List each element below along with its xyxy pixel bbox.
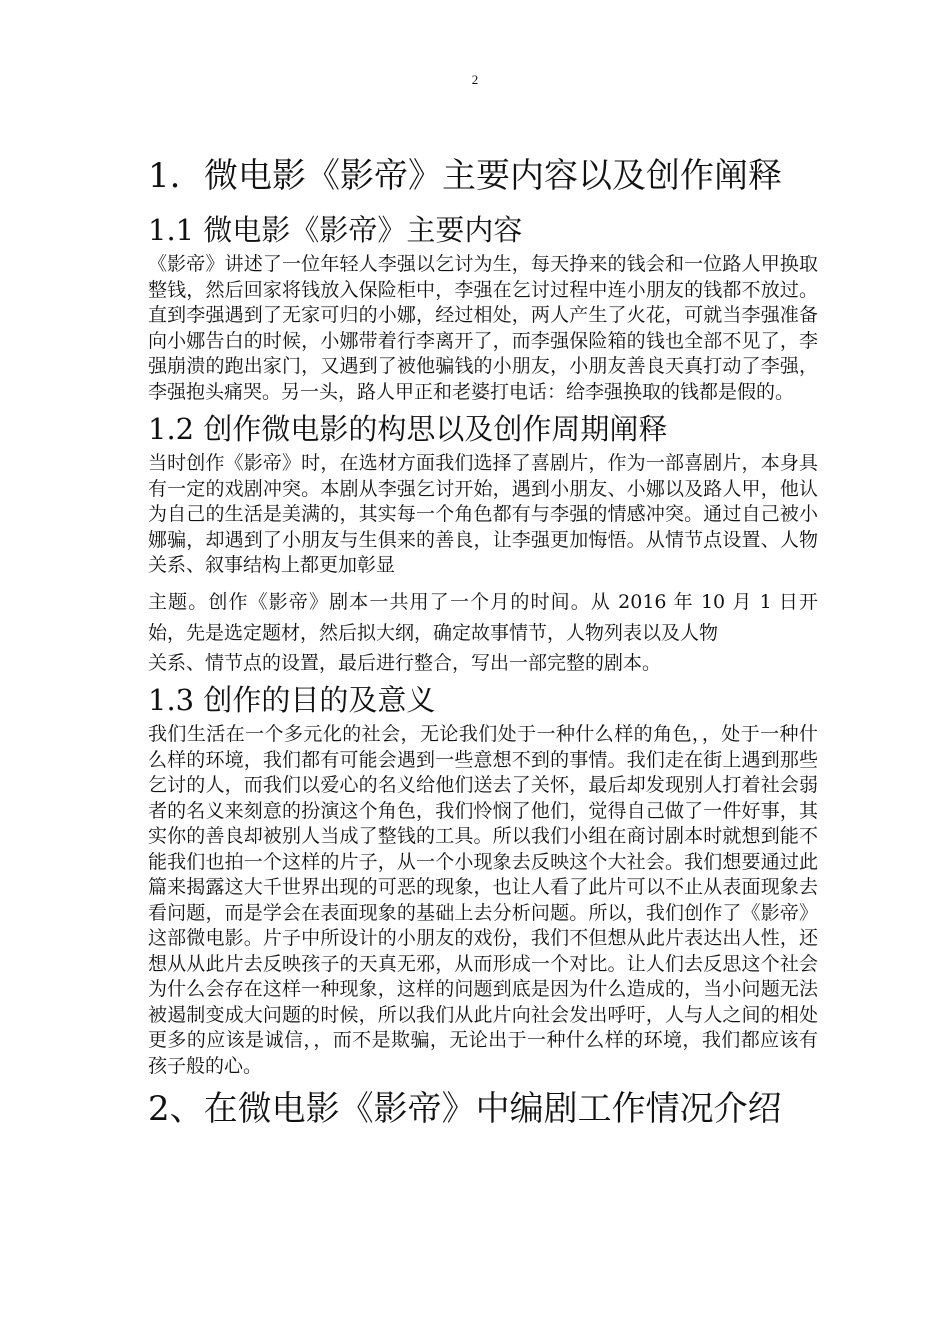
subsection-1-2-heading: 1.2 创作微电影的构思以及创作周期阐释 bbox=[148, 412, 668, 446]
subsection-1-3-paragraph: 我们生活在一个多元化的社会，无论我们处于一种什么样的角色，，处于一种什么样的环境，我们都有可能会遇到一些意想不到的事情。我们走在街上遇到那些乞讨的人，而我们以爱心的名义给他们送去了关怀，最后却发现别人打着社会弱者的名义来刻意的扮演这个角色，我们怜悯了他们，觉得自己做了一件好事，其实你的善良却被别人当成了整钱的工具。所以我们小组在商讨剧本时就想到能不能我们也拍一个这样的片子，从一个小现象去反映这个大社会。我们想要通过此篇来揭露这大千世界出现的可恶的现象，也让人看了此片可以不止从表面现象去看问题，而是学会在表面现象的基础上去分析问题。所以，我们创作了《影帝》这部微电影。片子中所设计的小朋友的戏份，我们不但想从此片表达出人性，还想从从此片去反映孩子的天真无邪，从而形成一个对比。让人们去反思这个社会为什么会存在这样一种现象，这样的问题到底是因为什么造成的，当小问题无法被遏制变成大问题的时候，所以我们从此片向社会发出呼吁，人与人之间的相处更多的应该是诚信，，而不是欺骗，无论出于一种什么样的环境，我们都应该有孩子般的心。 bbox=[148, 723, 818, 1077]
subsection-1-1-heading: 1.1 微电影《影帝》主要内容 bbox=[148, 213, 523, 247]
subsection-1-2-paragraph-b: 主题。创作《影帝》剧本一共用了一个月的时间。从 2016 年 10 月 1 日开始，先是选定题材，然后拟大纲，确定故事情节，人物列表以及人物 bbox=[148, 590, 818, 644]
subsection-1-1-paragraph: 《影帝》讲述了一位年轻人李强以乞讨为生，每天挣来的钱会和一位路人甲换取整钱，然后回家将钱放入保险柜中，李强在乞讨过程中连小朋友的钱都不放过。直到李强遇到了无家可归的小娜，经过相处，两人产生了火花，可就当李强准备向小娜告白的时候，小娜带着行李离开了，而李强保险箱的钱也全部不见了，李强崩溃的跑出家门，又遇到了被他骗钱的小朋友，小朋友善良天真打动了李强，李强抱头痛哭。另一头，路人甲正和老婆打电话：给李强换取的钱都是假的。 bbox=[148, 253, 818, 403]
page-number: 2 bbox=[471, 72, 479, 87]
document-body bbox=[148, 150, 818, 1141]
subsection-1-2-paragraph-a: 当时创作《影帝》时，在选材方面我们选择了喜剧片，作为一部喜剧片，本身具有一定的戏剧冲突。本剧从李强乞讨开始，遇到小朋友、小娜以及路人甲，他认为自己的生活是美满的，其实每一个角色都有与李强的情感冲突。通过自己被小娜骗，却遇到了小朋友与生俱来的善良，让李强更加悔悟。从情节点设置、人物关系、叙事结构上都更加彰显 bbox=[148, 452, 818, 576]
subsection-1-3-heading: 1.3 创作的目的及意义 bbox=[148, 683, 436, 717]
subsection-1-2-paragraph-c: 关系、情节点的设置，最后进行整合，写出一部完整的剧本。 bbox=[148, 651, 662, 674]
section-2-heading: 2、在微电影《影帝》中编剧工作情况介绍 bbox=[148, 1089, 782, 1129]
section-1-title: 微电影《影帝》主要内容以及创作阐释 bbox=[204, 156, 782, 196]
section-1-number: 1. bbox=[148, 156, 181, 196]
section-1-heading bbox=[148, 150, 818, 202]
